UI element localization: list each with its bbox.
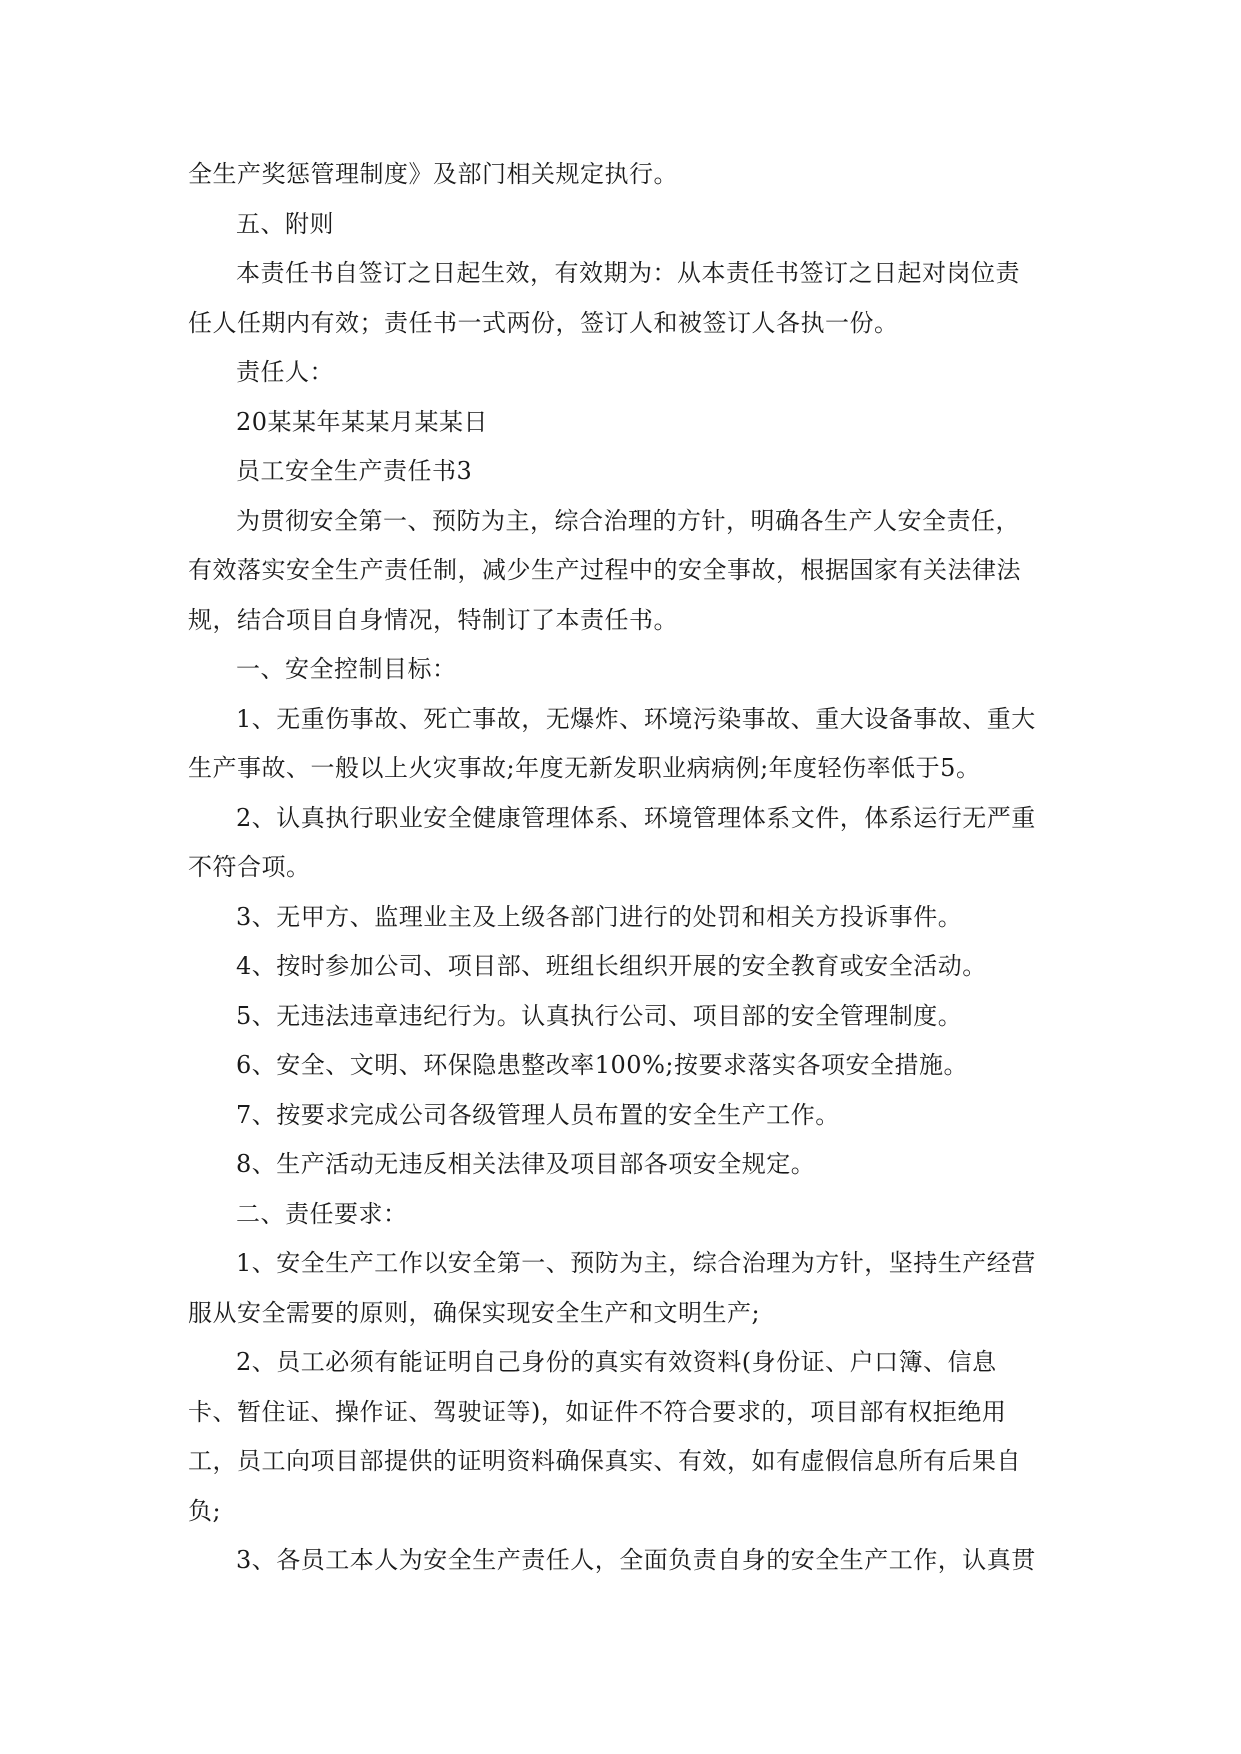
- list-item: 3、各员工本人为安全生产责任人，全面负责自身的安全生产工作，认真贯: [236, 1546, 1036, 1574]
- document-body: [188, 150, 1058, 1586]
- text-line: 负;: [188, 1496, 222, 1525]
- list-item: 2、员工必须有能证明自己身份的真实有效资料(身份证、户口簿、信息: [236, 1348, 997, 1376]
- text-line: 生产事故、一般以上火灾事故;年度无新发职业病病例;年度轻伤率低于5。: [188, 754, 981, 782]
- list-item: 4、按时参加公司、项目部、班组长组织开展的安全教育或安全活动。: [236, 952, 987, 980]
- section-heading-appendix: 五、附则: [236, 209, 334, 238]
- text-line: 不符合项。: [188, 853, 311, 881]
- list-item: 3、无甲方、监理业主及上级各部门进行的处罚和相关方投诉事件。: [236, 902, 963, 931]
- text-line: 有效落实安全生产责任制，减少生产过程中的安全事故，根据国家有关法律法: [188, 556, 1021, 584]
- section-heading-requirements: 二、责任要求：: [236, 1199, 408, 1228]
- text-line: 任人任期内有效；责任书一式两份，签订人和被签订人各执一份。: [188, 308, 899, 337]
- list-item: 7、按要求完成公司各级管理人员布置的安全生产工作。: [236, 1100, 840, 1129]
- date-line: 20某某年某某月某某日: [236, 407, 489, 436]
- text-line: 规，结合项目自身情况，特制订了本责任书。: [188, 605, 678, 634]
- signatory-label: 责任人：: [236, 358, 334, 386]
- text-line: 本责任书自签订之日起生效，有效期为：从本责任书签订之日起对岗位责: [236, 259, 1020, 287]
- list-item: 2、认真执行职业安全健康管理体系、环境管理体系文件，体系运行无严重: [236, 803, 1036, 832]
- text-line: 工，员工向项目部提供的证明资料确保真实、有效，如有虚假信息所有后果自: [188, 1447, 1021, 1475]
- list-item: 5、无违法违章违纪行为。认真执行公司、项目部的安全管理制度。: [236, 1001, 963, 1030]
- text-line: 为贯彻安全第一、预防为主，综合治理的方针，明确各生产人安全责任，: [236, 506, 1020, 535]
- section-heading-targets: 一、安全控制目标：: [236, 655, 457, 683]
- text-line: 服从安全需要的原则，确保实现安全生产和文明生产;: [188, 1298, 761, 1327]
- document-title: 员工安全生产责任书3: [236, 457, 473, 485]
- text-line: 卡、暂住证、操作证、驾驶证等)，如证件不符合要求的，项目部有权拒绝用: [188, 1397, 1007, 1426]
- list-item: 6、安全、文明、环保隐患整改率100%;按要求落实各项安全措施。: [236, 1051, 968, 1079]
- list-item: 1、无重伤事故、死亡事故，无爆炸、环境污染事故、重大设备事故、重大: [236, 704, 1036, 733]
- list-item: 8、生产活动无违反相关法律及项目部各项安全规定。: [236, 1150, 816, 1178]
- list-item: 1、安全生产工作以安全第一、预防为主，综合治理为方针，坚持生产经营: [236, 1249, 1036, 1277]
- text-line: 全生产奖惩管理制度》及部门相关规定执行。: [188, 160, 678, 188]
